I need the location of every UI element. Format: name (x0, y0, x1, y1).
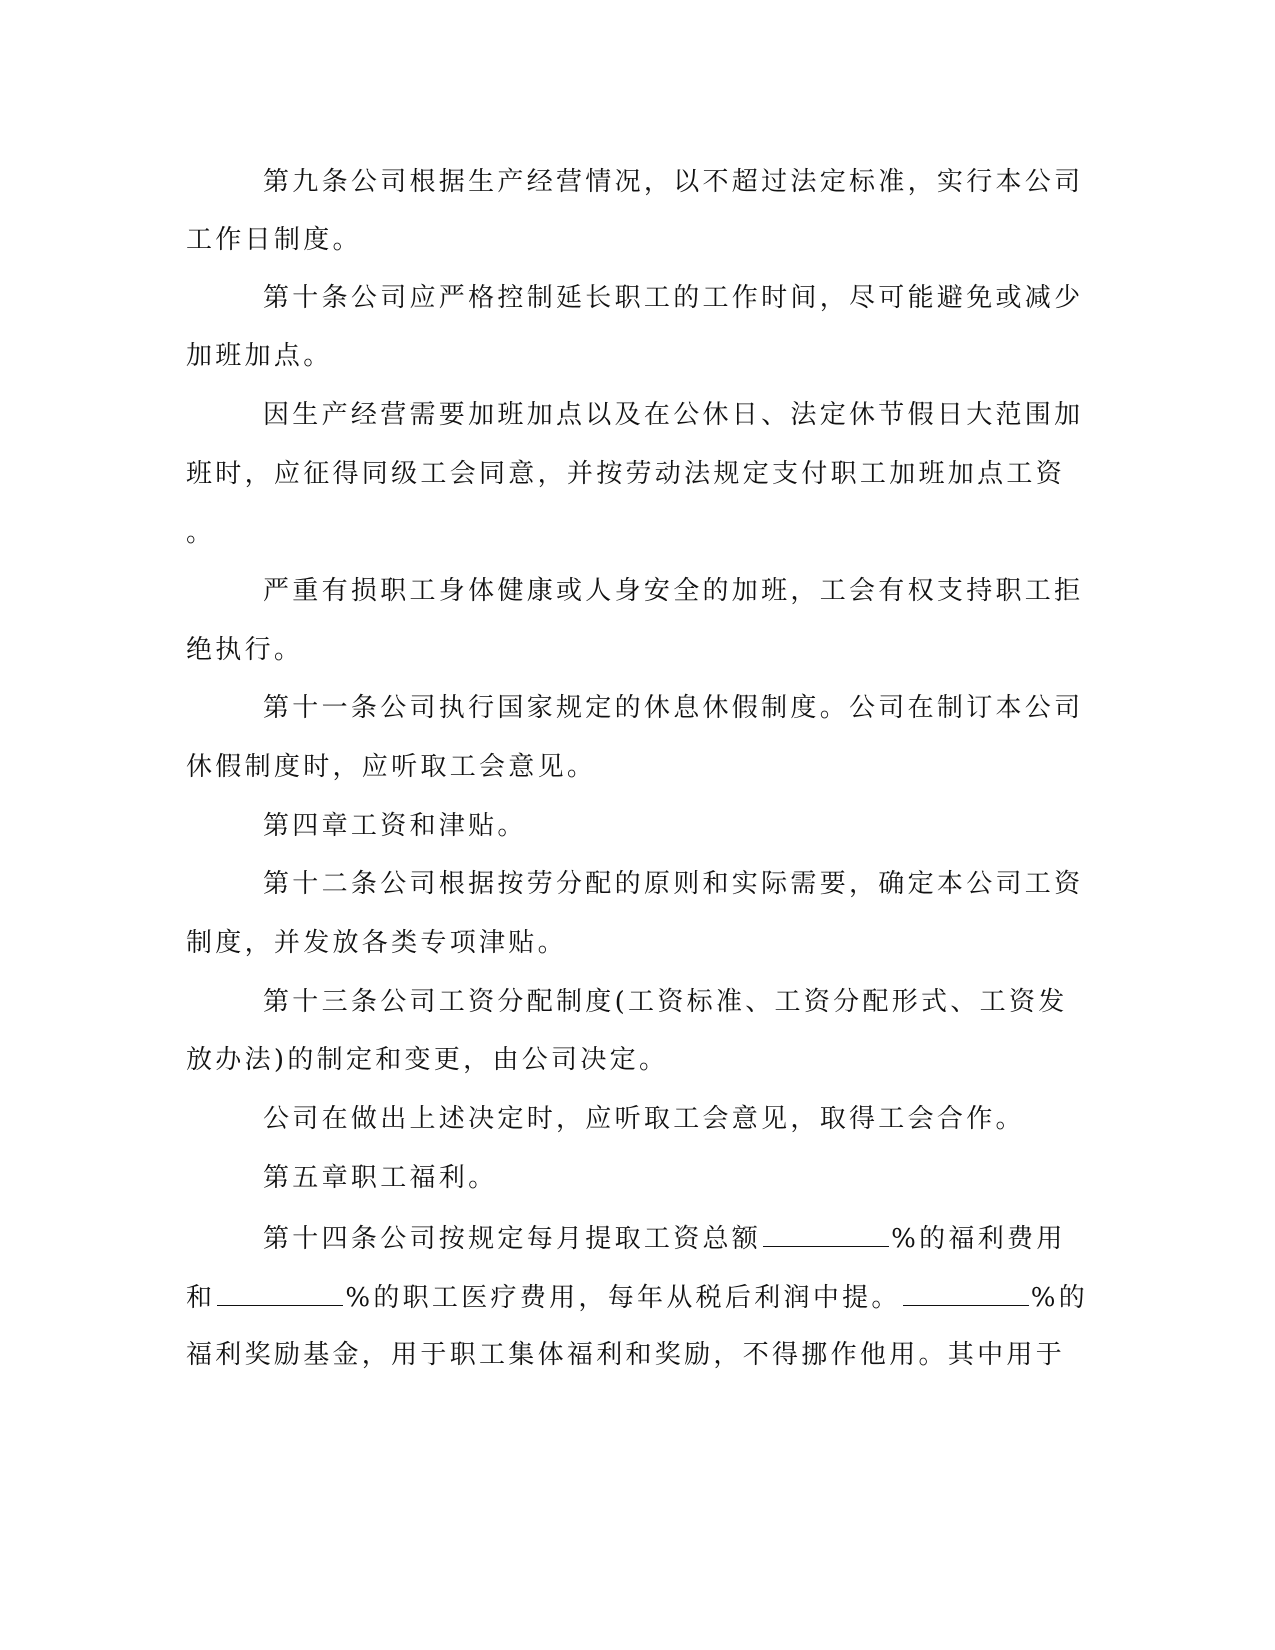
paragraph-line: 工作日制度。 (186, 225, 362, 255)
paragraph-line: 福利奖励基金，用于职工集体福利和奖励，不得挪作他用。其中用于 (186, 1340, 1066, 1370)
paragraph-line: 因生产经营需要加班加点以及在公休日、法定休节假日大范围加 (263, 400, 1084, 430)
paragraph-line (263, 1222, 1066, 1254)
fill-in-blank (903, 1281, 1029, 1306)
text-segment: 和 (186, 1283, 216, 1313)
paragraph-line: 第十条公司应严格控制延长职工的工作时间，尽可能避免或减少 (263, 283, 1084, 313)
paragraph-line: 第十二条公司根据按劳分配的原则和实际需要，确定本公司工资 (263, 869, 1084, 899)
paragraph-line: 绝执行。 (186, 635, 304, 665)
fill-in-blank (217, 1281, 343, 1306)
text-segment: %的 (1030, 1283, 1089, 1313)
paragraph-line: 公司在做出上述决定时，应听取工会意见，取得工会合作。 (263, 1104, 1025, 1134)
chapter-heading: 第五章职工福利。 (263, 1163, 498, 1193)
paragraph-line: 第十一条公司执行国家规定的休息休假制度。公司在制订本公司 (263, 693, 1084, 723)
fill-in-blank (763, 1222, 889, 1247)
paragraph-line: 加班加点。 (186, 341, 333, 371)
paragraph-line: 制度，并发放各类专项津贴。 (186, 928, 567, 958)
paragraph-line (186, 1281, 1088, 1313)
paragraph-line: 第十三条公司工资分配制度(工资标准、工资分配形式、工资发 (263, 987, 1068, 1017)
paragraph-line: 第九条公司根据生产经营情况，以不超过法定标准，实行本公司 (263, 167, 1084, 197)
text-segment: %的福利费用 (891, 1224, 1066, 1254)
paragraph-line: 班时，应征得同级工会同意，并按劳动法规定支付职工加班加点工资 (186, 459, 1066, 489)
paragraph-line: 放办法)的制定和变更，由公司决定。 (186, 1045, 669, 1075)
paragraph-line: 严重有损职工身体健康或人身安全的加班，工会有权支持职工拒 (263, 576, 1084, 606)
paragraph-line: 休假制度时，应听取工会意见。 (186, 752, 597, 782)
paragraph-line: 。 (186, 518, 216, 548)
text-segment: 第十四条公司按规定每月提取工资总额 (263, 1224, 762, 1254)
chapter-heading: 第四章工资和津贴。 (263, 811, 527, 841)
text-segment: %的职工医疗费用，每年从税后利润中提。 (345, 1283, 901, 1313)
